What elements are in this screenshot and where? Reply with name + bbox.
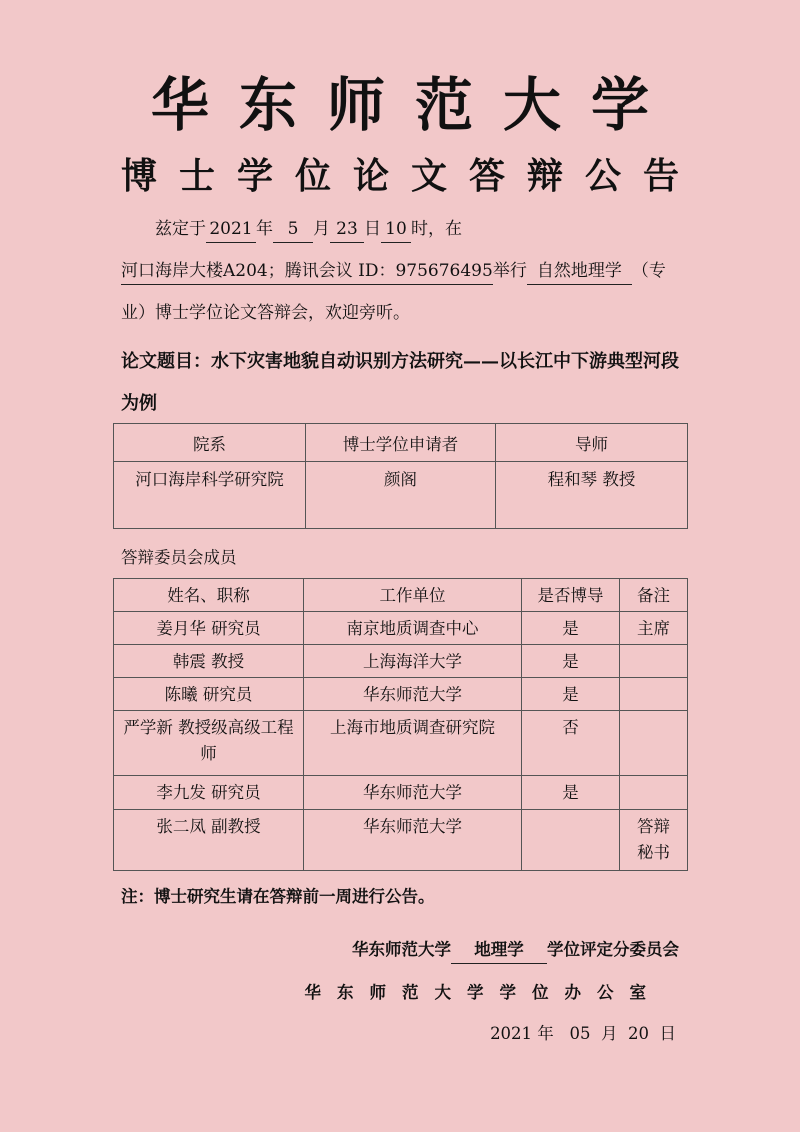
document-title: 博士学位论文答辩公告 xyxy=(120,155,701,197)
member-name: 严学新 教授级高级工程师 xyxy=(114,711,304,776)
table-header: 备注 xyxy=(620,579,688,612)
thesis-label: 论文题目： xyxy=(121,351,211,372)
member-note xyxy=(620,645,688,678)
member-name: 张二凤 副教授 xyxy=(114,810,304,871)
table-header: 导师 xyxy=(496,424,688,462)
table-header: 工作单位 xyxy=(304,579,522,612)
table-row xyxy=(114,810,688,871)
member-name: 姜月华 研究员 xyxy=(114,612,304,645)
member-name: 陈曦 研究员 xyxy=(114,678,304,711)
member-note xyxy=(620,711,688,776)
member-supervisor: 是 xyxy=(522,678,620,711)
advisor-name: 程和琴 教授 xyxy=(496,462,688,529)
notice-text: 兹定于 xyxy=(155,219,206,239)
table-row xyxy=(114,645,688,678)
member-supervisor: 是 xyxy=(522,612,620,645)
notice-text: （专业）博士学位论文答辩会，欢迎旁听。 xyxy=(121,261,666,323)
member-affiliation: 华东师范大学 xyxy=(304,678,522,711)
notice-location: 河口海岸大楼A204；腾讯会议 ID：975676495 xyxy=(121,258,493,285)
committee-suffix: 学位评定分委员会 xyxy=(547,940,679,959)
table-header: 姓名、职称 xyxy=(114,579,304,612)
member-supervisor xyxy=(522,810,620,871)
table-row xyxy=(114,776,688,810)
member-note xyxy=(620,678,688,711)
member-supervisor: 是 xyxy=(522,645,620,678)
notice-day: 23 xyxy=(330,216,364,243)
member-supervisor: 否 xyxy=(522,711,620,776)
committee-prefix: 华东师范大学 xyxy=(352,940,451,959)
member-supervisor: 是 xyxy=(522,776,620,810)
member-affiliation: 华东师范大学 xyxy=(304,776,522,810)
member-affiliation: 华东师范大学 xyxy=(304,810,522,871)
notice-text: 举行 xyxy=(492,261,527,281)
member-affiliation: 南京地质调查中心 xyxy=(304,612,522,645)
notice-text: 时，在 xyxy=(411,219,462,239)
member-note: 答辩秘书 xyxy=(620,810,688,871)
committee-table xyxy=(113,578,688,871)
member-affiliation: 上海海洋大学 xyxy=(304,645,522,678)
member-affiliation: 上海市地质调查研究院 xyxy=(304,711,522,776)
member-name: 李九发 研究员 xyxy=(114,776,304,810)
thesis-title-text: 水下灾害地貌自动识别方法研究——以长江中下游典型河段为例 xyxy=(121,351,679,414)
applicant-department: 河口海岸科学研究院 xyxy=(114,462,306,529)
notice-major: 自然地理学 xyxy=(527,258,632,285)
notice-text: 年 xyxy=(256,219,273,239)
table-header: 是否博导 xyxy=(522,579,620,612)
footnote: 注：博士研究生请在答辩前一周进行公告。 xyxy=(121,887,435,906)
applicant-table xyxy=(113,423,688,529)
university-name: 华东师范大学 xyxy=(150,71,679,139)
office-signature: 华东师范大学学位办公室 xyxy=(304,983,662,1002)
committee-label: 答辩委员会成员 xyxy=(121,548,237,567)
committee-field: 地理学 xyxy=(451,937,547,964)
notice-text: 日 xyxy=(364,219,381,239)
thesis-title xyxy=(121,341,686,425)
member-note: 主席 xyxy=(620,612,688,645)
table-row xyxy=(114,678,688,711)
table-header: 院系 xyxy=(114,424,306,462)
table-header: 博士学位申请者 xyxy=(306,424,496,462)
notice-paragraph xyxy=(121,208,681,334)
signature-date: 2021 年 05 月 20 日 xyxy=(490,1024,676,1043)
notice-text: 月 xyxy=(313,219,330,239)
member-name: 韩震 教授 xyxy=(114,645,304,678)
table-row xyxy=(114,612,688,645)
notice-hour: 10 xyxy=(381,216,411,243)
notice-year: 2021 xyxy=(206,216,256,243)
table-row xyxy=(114,711,688,776)
applicant-name: 颜阁 xyxy=(306,462,496,529)
notice-month: 5 xyxy=(273,216,313,243)
committee-signature xyxy=(352,936,679,964)
member-note xyxy=(620,776,688,810)
